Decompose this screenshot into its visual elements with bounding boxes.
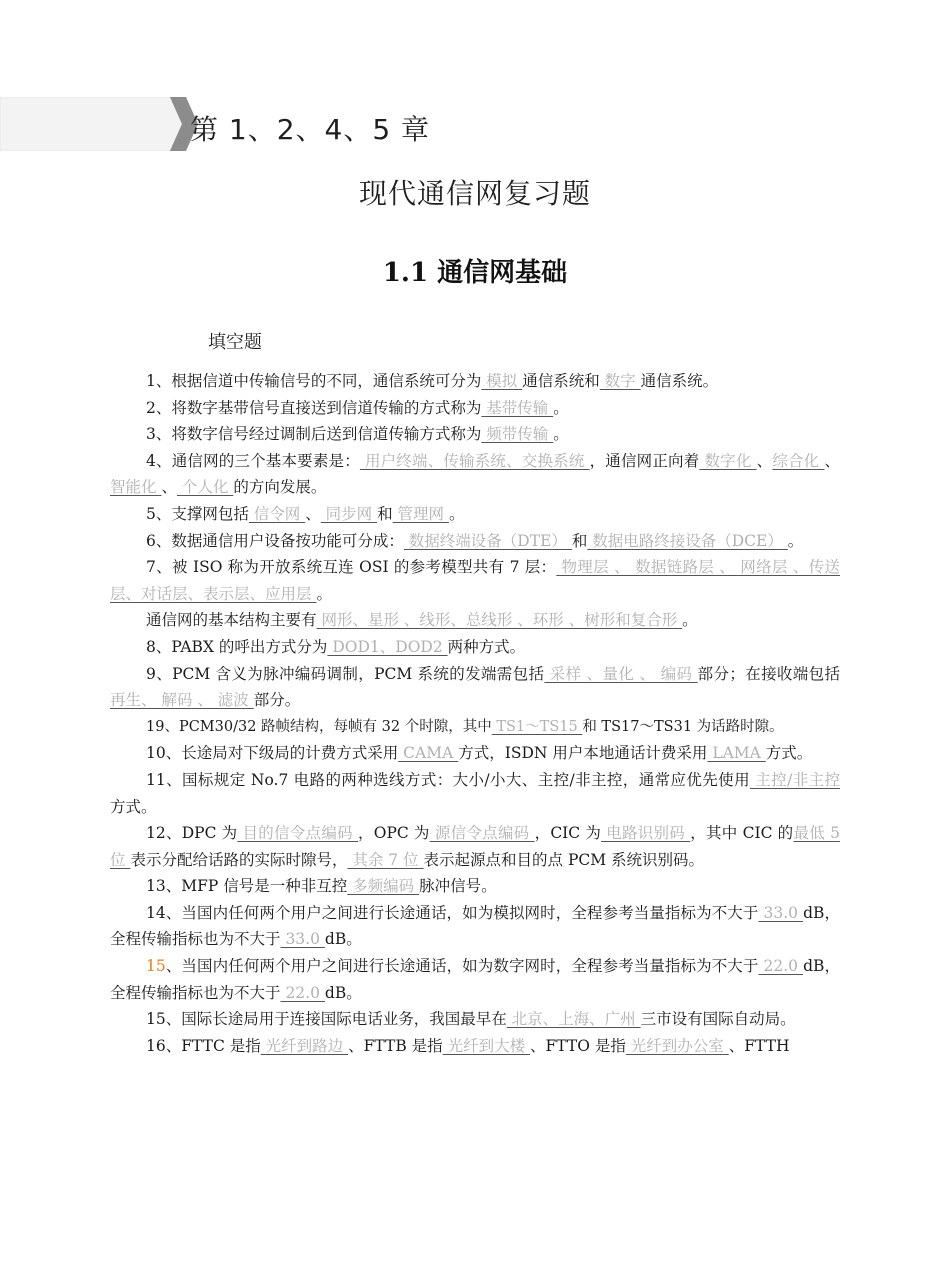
answer-blank: 频带传输: [481, 425, 554, 444]
answer-blank: 物理层 、 数据链路层 、 网络层 、传送层、对话层、表示层、应用层: [110, 558, 840, 603]
question-19: 19、PCM30/32 路帧结构，每帧有 32 个时隙，其中 TS1～TS15 和 TS17～TS31 为话路时隙。: [146, 718, 784, 735]
answer-blank: LAMA: [707, 744, 766, 763]
answer-blank: 个人化: [176, 478, 234, 497]
question-5: 5、支撑网包括 信令网 、 同步网 和 管理网 。: [146, 504, 465, 523]
answer-blank: 用户终端、传输系统、交换系统: [359, 451, 590, 470]
answer-blank: 多频编码: [347, 877, 420, 896]
answer-blank: 数字化: [699, 451, 757, 470]
answer-blank: 光纤到办公室: [625, 1036, 729, 1055]
answer-blank: 同步网: [320, 504, 378, 523]
answer-blank: 智能化: [110, 478, 162, 497]
document-title: 现代通信网复习题: [358, 177, 591, 210]
subheading-fill-blank: 填空题: [208, 332, 262, 353]
question-6: 6、数据通信用户设备按功能可分成： 数据终端设备（DTE） 和 数据电路终接设备（DCE） 。: [146, 531, 804, 550]
answer-blank: TS1～TS15: [491, 718, 583, 735]
answer-blank: 33.0: [758, 903, 804, 922]
answer-blank: 33.0: [280, 930, 325, 949]
question-1: 1、根据信道中传输信号的不同，通信系统可分为 模拟 通信系统和 数字 通信系统。: [146, 372, 719, 390]
question-list: [110, 368, 840, 1059]
question-11: 11、国标规定 No.7 电路的两种选线方式：大小/小大、主控/非主控，通常应优先使用 主控/非主控 方式。: [110, 770, 840, 816]
answer-blank: 数据电路终接设备（DCE）: [587, 531, 788, 550]
answer-blank: 信令网: [248, 504, 306, 523]
answer-blank: 主控/非主控: [749, 770, 840, 789]
answer-blank: 管理网: [392, 504, 449, 523]
answer-blank: 综合化: [772, 451, 825, 470]
question-10: 10、长途局对下级局的计费方式采用 CAMA 方式，ISDN 用户本地通话计费采用 LAMA 方式。: [146, 744, 813, 763]
answer-blank: 采样 、量化 、 编码: [544, 664, 698, 683]
answer-blank: DOD1、DOD2: [327, 637, 448, 656]
answer-blank: 最低 5 位: [110, 824, 840, 869]
question-12: 12、DPC 为 目的信令点编码 ，OPC 为 源信令点编码 ，CIC 为 电路识别码 ，其中 CIC 的最低 5 位 表示分配给话路的实际时隙号， 其余 7 位 表示起源点和目的点 PCM 系统识别码。: [110, 824, 840, 869]
question-3: 3、将数字信号经过调制后送到信道传输方式称为 频带传输 。: [146, 425, 569, 444]
answer-blank: 22.0: [758, 957, 804, 976]
question-number-highlight: 15: [146, 957, 166, 976]
answer-blank: 基带传输: [481, 398, 554, 417]
question-8: 8、PABX 的呼出方式分为 DOD1、DOD2 两种方式。: [146, 637, 526, 656]
question-16: 16、FTTC 是指 光纤到路边 、FTTB 是指 光纤到大楼 、FTTO 是指 光纤到办公室 、FTTH: [146, 1036, 790, 1055]
answer-blank: 光纤到路边: [260, 1036, 349, 1055]
answer-blank: 再生、 解码 、 滤波: [110, 691, 254, 710]
question-15-international: 15、国际长途局用于连接国际电话业务，我国最早在 北京、上海、广州 三市设有国际自动局。: [146, 1010, 796, 1029]
answer-blank: 北京、上海、广州: [506, 1010, 641, 1029]
answer-blank: 模拟: [481, 372, 523, 390]
answer-blank: 光纤到大楼: [442, 1036, 530, 1055]
answer-blank: 源信令点编码: [429, 824, 535, 843]
question-2: 2、将数字基带信号直接送到信道传输的方式称为 基带传输 。: [146, 398, 569, 417]
question-9: 9、PCM 含义为脉冲编码调制，PCM 系统的发端需包括 采样 、量化 、 编码 部分；在接收端包括 再生、 解码 、 滤波 部分。: [110, 664, 840, 710]
question-15-digital: 15、当国内任何两个用户之间进行长途通话，如为数字网时，全程参考当量指标为不大于 22.0 dB，全程传输指标也为不大于 22.0 dB。: [110, 957, 840, 1002]
answer-blank: 数字: [599, 372, 641, 390]
chapter-title: 第 1、2、4、5 章: [190, 113, 431, 146]
question-7: 7、被 ISO 称为开放系统互连 OSI 的参考模型共有 7 层： 物理层 、 数据链路层 、 网络层 、传送层、对话层、表示层、应用层 。: [110, 558, 840, 603]
chapter-banner: [0, 97, 215, 151]
answer-blank: 数据终端设备（DTE）: [403, 531, 572, 550]
answer-blank: 网形、星形 、线形、总线形 、环形 、树形和复合形: [316, 611, 683, 630]
answer-blank: 电路识别码: [601, 824, 691, 843]
answer-blank: 其余 7 位: [347, 850, 424, 869]
question-14: 14、当国内任何两个用户之间进行长途通话，如为模拟网时，全程参考当量指标为不大于 33.0 dB，全程传输指标也为不大于 33.0 dB。: [110, 903, 840, 949]
question-13: 13、MFP 信号是一种非互控 多频编码 脉冲信号。: [146, 877, 497, 896]
question-network-structure: 通信网的基本结构主要有 网形、星形 、线形、总线形 、环形 、树形和复合形 。: [146, 611, 698, 630]
answer-blank: CAMA: [398, 744, 459, 763]
question-4: 4、通信网的三个基本要素是： 用户终端、传输系统、交换系统 ，通信网正向着 数字化 、综合化 、 智能化 、 个人化 的方向发展。: [110, 451, 840, 497]
answer-blank: 目的信令点编码: [237, 824, 358, 843]
section-title: 1.1 通信网基础: [382, 258, 568, 288]
answer-blank: 22.0: [280, 983, 325, 1002]
